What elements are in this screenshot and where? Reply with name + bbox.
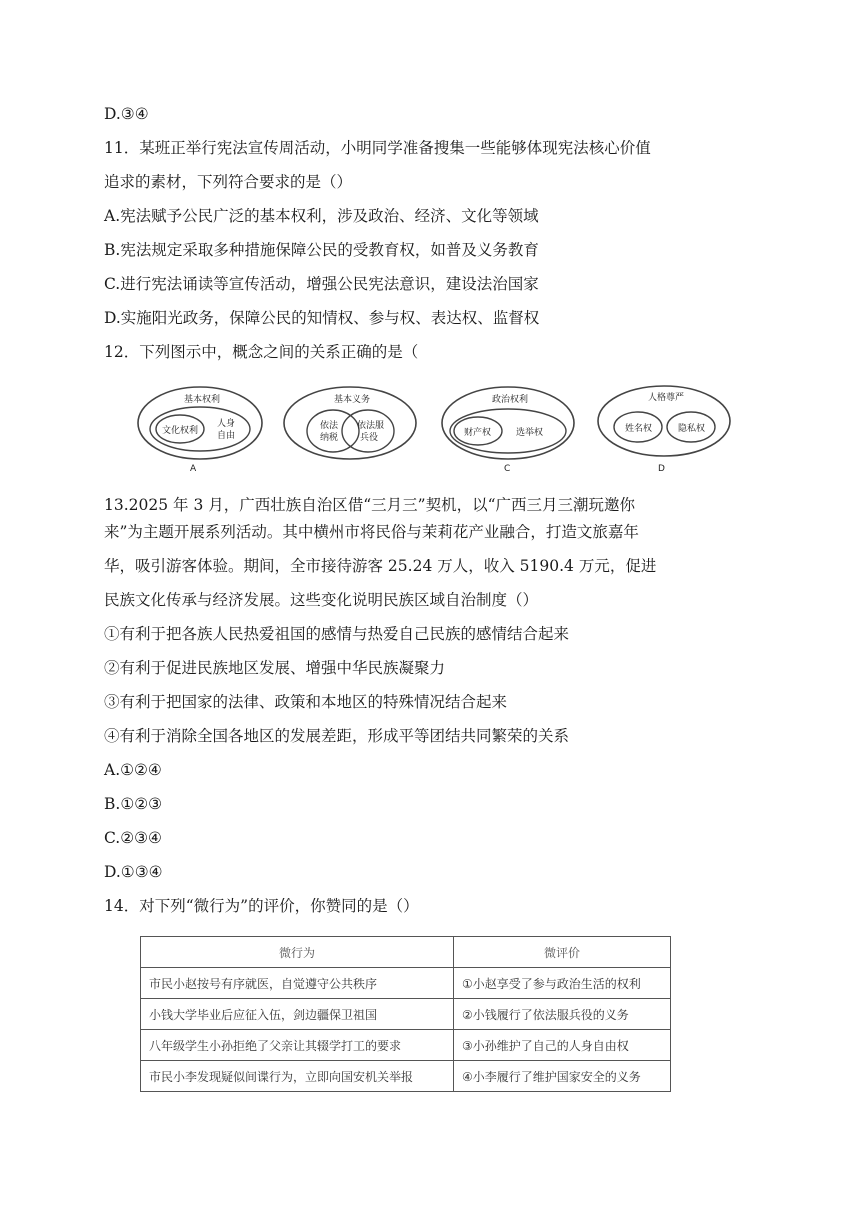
table-cell: ②小钱履行了依法服兵役的义务 bbox=[454, 999, 671, 1030]
diagram-c-inner1: 财产权 bbox=[464, 428, 492, 438]
venn-diagrams-svg bbox=[136, 385, 736, 475]
diagram-d bbox=[598, 386, 730, 474]
text-line: A.宪法赋予公民广泛的基本权利，涉及政治、经济、文化等领域 bbox=[104, 207, 539, 225]
table-row bbox=[141, 1030, 671, 1061]
text-line: 14．对下列“微行为”的评价，你赞同的是（） bbox=[104, 897, 419, 915]
diagram-a-letter: A bbox=[190, 464, 197, 474]
table-row bbox=[141, 999, 671, 1030]
text-line: ①有利于把各族人民热爱祖国的感情与热爱自己民族的感情结合起来 bbox=[104, 625, 570, 643]
diagram-b-inner1b: 纳税 bbox=[320, 433, 339, 443]
text-line: 追求的素材，下列符合要求的是（） bbox=[104, 173, 353, 191]
table-cell: 八年级学生小孙拒绝了父亲让其辍学打工的要求 bbox=[141, 1030, 454, 1061]
diagram-a bbox=[138, 387, 262, 474]
diagram-a-outer-label: 基本权利 bbox=[184, 395, 221, 405]
table-cell: ③小孙维护了自己的人身自由权 bbox=[454, 1030, 671, 1061]
text-line: ④有利于消除全国各地区的发展差距，形成平等团结共同繁荣的关系 bbox=[104, 727, 570, 745]
table-header: 微评价 bbox=[454, 937, 671, 968]
table-cell: 小钱大学毕业后应征入伍，剑边疆保卫祖国 bbox=[141, 999, 454, 1030]
diagram-d-inner1: 姓名权 bbox=[625, 424, 653, 434]
text-line: C.②③④ bbox=[104, 829, 162, 847]
text-line: 来”为主题开展系列活动。其中横州市将民俗与茉莉花产业融合，打造文旅嘉年 bbox=[104, 523, 639, 541]
text-line: D.实施阳光政务，保障公民的知情权、参与权、表达权、监督权 bbox=[104, 309, 540, 327]
diagram-b-inner2a: 依法服 bbox=[357, 421, 385, 431]
table-header: 微行为 bbox=[141, 937, 454, 968]
diagram-b-outer-label: 基本义务 bbox=[334, 395, 371, 405]
text-line: B.①②③ bbox=[104, 795, 163, 813]
text-line: ②有利于促进民族地区发展、增强中华民族凝聚力 bbox=[104, 659, 446, 677]
diagram-d-letter: D bbox=[658, 464, 665, 474]
diagram-c-letter: C bbox=[504, 464, 511, 474]
diagram-d-inner2: 隐私权 bbox=[678, 424, 706, 434]
diagram-a-inner2a: 人身 bbox=[217, 419, 236, 429]
diagram-c-inner2: 选举权 bbox=[516, 428, 544, 438]
text-line: C.进行宪法诵读等宣传活动，增强公民宪法意识，建设法治国家 bbox=[104, 275, 539, 293]
diagram-c-outer-label: 政治权利 bbox=[492, 395, 529, 405]
table-row bbox=[141, 1061, 671, 1092]
diagram-d-outer-label: 人格尊严 bbox=[648, 393, 685, 403]
text-line: D.③④ bbox=[104, 105, 149, 123]
text-line: 11．某班正举行宪法宣传周活动，小明同学准备搜集一些能够体现宪法核心价值 bbox=[104, 139, 651, 157]
text-line: B.宪法规定采取多种措施保障公民的受教育权，如普及义务教育 bbox=[104, 241, 539, 259]
table-cell: 市民小李发现疑似间谍行为，立即向国安机关举报 bbox=[141, 1061, 454, 1092]
diagram-a-inner1: 文化权利 bbox=[162, 426, 199, 436]
diagram-b bbox=[284, 387, 416, 459]
text-line: A.①②④ bbox=[104, 761, 162, 779]
table-cell: 市民小赵按号有序就医，自觉遵守公共秩序 bbox=[141, 968, 454, 999]
table-cell: ④小李履行了维护国家安全的义务 bbox=[454, 1061, 671, 1092]
diagram-b-inner1a: 依法 bbox=[320, 421, 339, 431]
text-line: ③有利于把国家的法律、政策和本地区的特殊情况结合起来 bbox=[104, 693, 508, 711]
concept-diagrams bbox=[136, 385, 736, 475]
micro-behavior-table bbox=[140, 936, 671, 1092]
text-line: 华，吸引游客体验。期间，全市接待游客 25.24 万人，收入 5190.4 万元，促进 bbox=[104, 557, 657, 575]
diagram-a-inner2b: 自由 bbox=[217, 431, 236, 441]
table-row bbox=[141, 968, 671, 999]
text-line: 13.2025 年 3 月，广西壮族自治区借“三月三”契机，以“广西三月三潮玩邀你 bbox=[104, 496, 636, 514]
diagram-b-inner2b: 兵役 bbox=[360, 433, 379, 443]
text-line: D.①③④ bbox=[104, 863, 163, 881]
text-line: 民族文化传承与经济发展。这些变化说明民族区域自治制度（） bbox=[104, 591, 539, 609]
table-header-row bbox=[141, 937, 671, 968]
diagram-c bbox=[442, 387, 574, 474]
table-cell: ①小赵享受了参与政治生活的权利 bbox=[454, 968, 671, 999]
text-line: 12．下列图示中，概念之间的关系正确的是（ bbox=[104, 343, 419, 361]
